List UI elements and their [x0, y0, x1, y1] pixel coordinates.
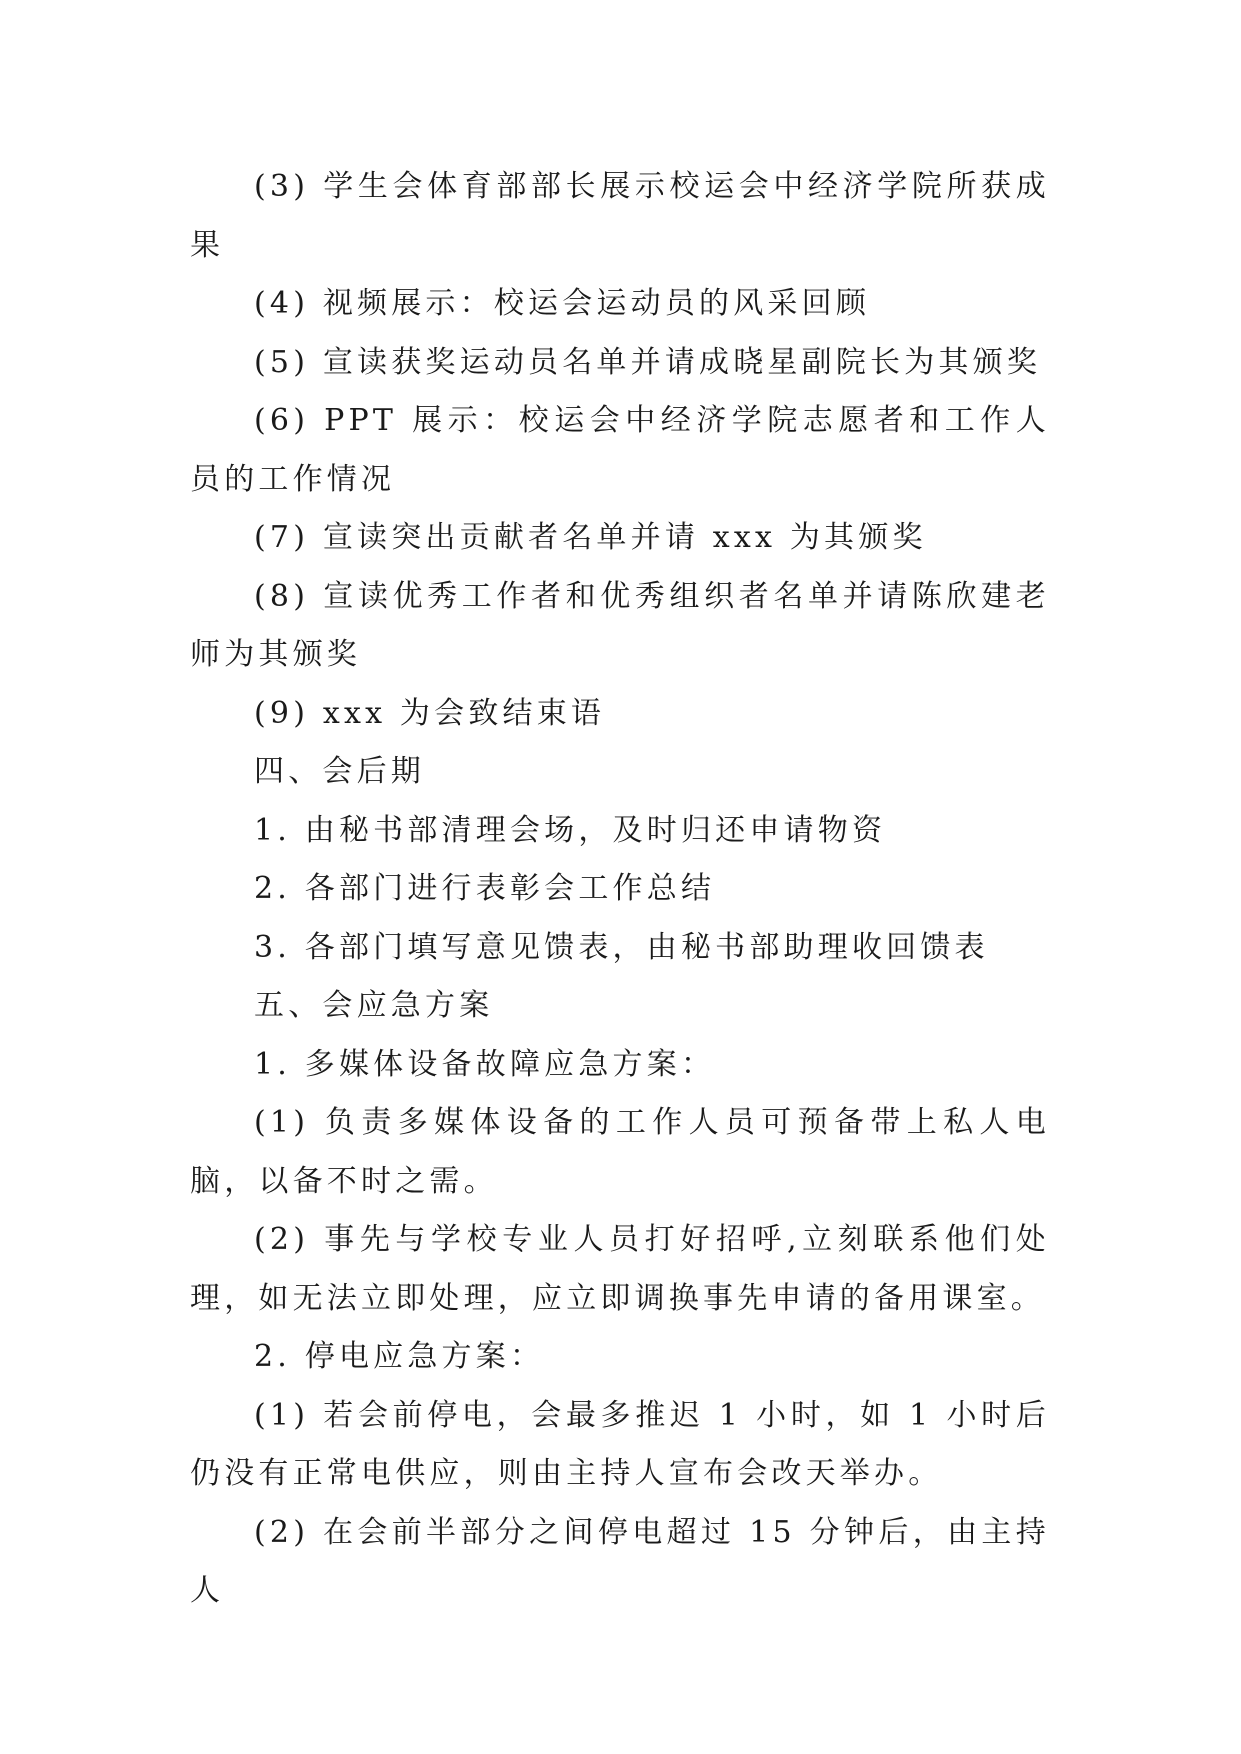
emergency-power-item-2: (2) 在会前半部分之间停电超过 15 分钟后，由主持人 [190, 1514, 1050, 1608]
paragraph-item-9: (9) xxx 为会致结束语 [254, 695, 606, 731]
post-meeting-item-3: 3. 各部门填写意见馈表，由秘书部助理收回馈表 [254, 929, 989, 965]
emergency-multimedia-heading: 1. 多媒体设备故障应急方案： [254, 1046, 716, 1082]
section-heading-post-meeting: 四、会后期 [254, 754, 425, 789]
section-heading-emergency-plan: 五、会应急方案 [254, 988, 494, 1023]
emergency-power-item-1: (1) 若会前停电，会最多推迟 1 小时，如 1 小时后仍没有正常电供应，则由主持人宣布会改天举办。 [190, 1397, 1050, 1491]
emergency-multimedia-item-2: (2) 事先与学校专业人员打好招呼,立刻联系他们处理，如无法立即处理，应立即调换事先申请的备用课室。 [190, 1222, 1050, 1316]
post-meeting-item-2: 2. 各部门进行表彰会工作总结 [254, 871, 716, 906]
paragraph-item-6: (6) PPT 展示：校运会中经济学院志愿者和工作人员的工作情况 [190, 403, 1050, 497]
paragraph-item-4: (4) 视频展示：校运会运动员的风采回顾 [254, 286, 871, 321]
document-body [190, 158, 1050, 1621]
paragraph-item-3: (3) 学生会体育部部长展示校运会中经济学院所获成果 [190, 169, 1050, 263]
emergency-power-heading: 2. 停电应急方案： [254, 1339, 545, 1374]
paragraph-item-7: (7) 宣读突出贡献者名单并请 xxx 为其颁奖 [254, 520, 927, 555]
paragraph-item-8: (8) 宣读优秀工作者和优秀组织者名单并请陈欣建老师为其颁奖 [190, 578, 1050, 672]
post-meeting-item-1: 1. 由秘书部清理会场，及时归还申请物资 [254, 812, 887, 848]
emergency-multimedia-item-1: (1) 负责多媒体设备的工作人员可预备带上私人电脑，以备不时之需。 [190, 1105, 1050, 1199]
paragraph-item-5: (5) 宣读获奖运动员名单并请成晓星副院长为其颁奖 [254, 344, 1042, 380]
